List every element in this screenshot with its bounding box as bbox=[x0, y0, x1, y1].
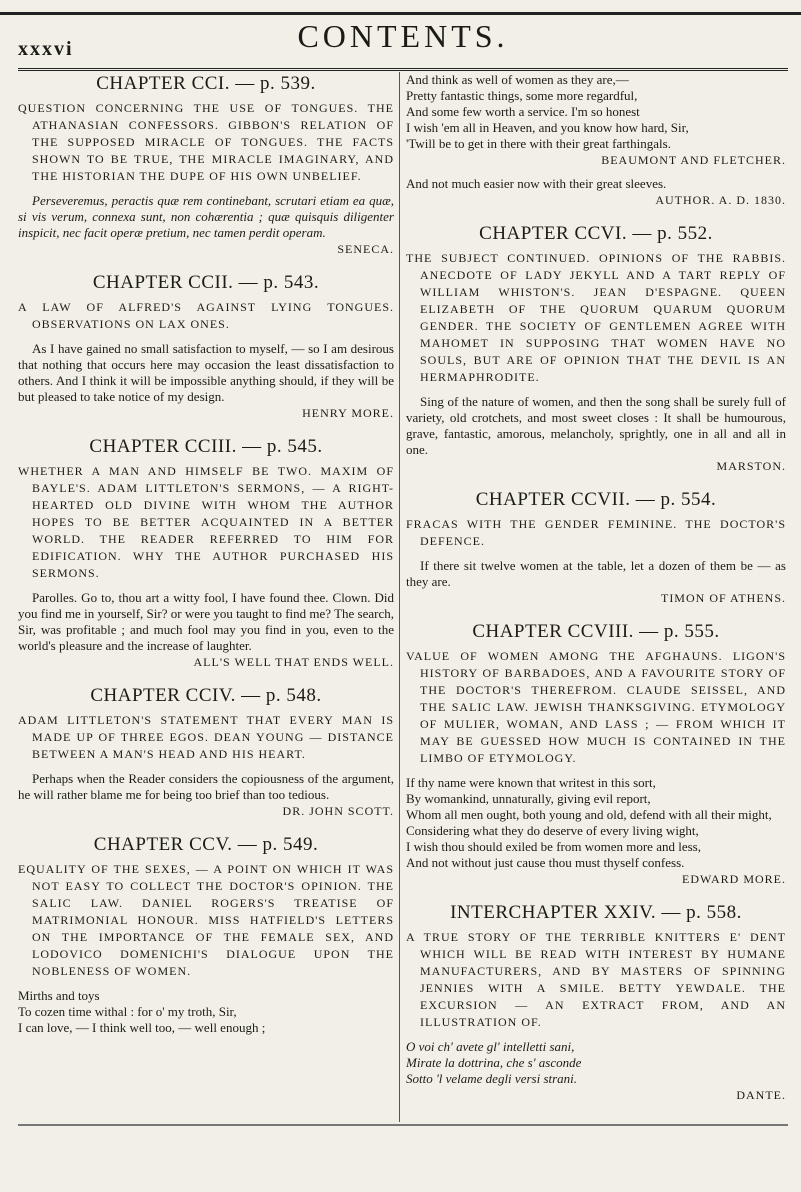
verse-line: If thy name were known that writest in this sort, bbox=[406, 775, 656, 790]
verse-line: Mirths and toys bbox=[18, 988, 100, 1003]
chapter-heading: CHAPTER CCVI. — p. 552. bbox=[479, 223, 713, 244]
epigraph-attribution: AUTHOR. A. D. 1830. bbox=[655, 193, 786, 207]
verse-line: By womankind, unnaturally, giving evil report, bbox=[406, 791, 651, 806]
chapter-heading: CHAPTER CCIV. — p. 548. bbox=[90, 685, 322, 706]
epigraph-attribution: TIMON OF ATHENS. bbox=[660, 591, 786, 605]
epigraph: If there sit twelve women at the table, let a dozen of them be — as they are. bbox=[406, 558, 786, 589]
right-column bbox=[406, 72, 786, 1122]
running-title: CONTENTS. bbox=[297, 18, 509, 54]
verse-line: Considering what they do deserve of every living wight, bbox=[406, 823, 699, 838]
page-number: xxxvi bbox=[18, 38, 74, 60]
chapter-section bbox=[406, 620, 786, 887]
chapter-summary: EQUALITY OF THE SEXES, — A POINT ON WHICH IT WAS NOT EASY TO COLLECT THE DOCTOR'S OPINION. THE SALIC LAW. DANIEL ROGERS'S TREATISE OF MATRIMONIAL HONOUR. MISS HATFIELD'S LETTERS ON THE IMPORTANCE OF THE FEMALE SEX, AND LODOVICO DOMENICHI'S DIALOGUE UPON THE NOBLENESS OF WOMEN. bbox=[18, 862, 394, 978]
chapter-section bbox=[406, 222, 786, 474]
bottom-rule bbox=[18, 1124, 788, 1126]
verse-line: Whom all men ought, both young and old, defend with all their might, bbox=[406, 807, 772, 822]
epigraph-verse bbox=[406, 176, 786, 192]
chapter-heading: CHAPTER CCVII. — p. 554. bbox=[475, 489, 717, 510]
page-header bbox=[18, 16, 788, 71]
verse-line: To cozen time withal : for o' my troth, Sir, bbox=[18, 1004, 237, 1019]
epigraph: Perhaps when the Reader considers the copiousness of the argument, he will rather blame me for being too brief than too tedious. bbox=[18, 771, 394, 802]
epigraph-attribution: MARSTON. bbox=[716, 459, 786, 473]
chapter-heading: CHAPTER CCIII. — p. 545. bbox=[89, 436, 323, 457]
verse-line: Sotto 'l velame degli versi strani. bbox=[406, 1071, 578, 1086]
chapter-heading: CHAPTER CCI. — p. 539. bbox=[96, 73, 316, 94]
verse-line: And some few worth a service. I'm so honest bbox=[406, 104, 640, 119]
epigraph: As I have gained no small satisfaction to myself, — so I am desirous that nothing that occurs here may occasion the least dissatisfaction to others. And I think it will be impossible anything should, if they will be but pleased to take notice of my design. bbox=[18, 341, 394, 404]
verse-line: I wish 'em all in Heaven, and you know how hard, Sir, bbox=[406, 120, 689, 135]
verse-line: Pretty fantastic things, some more regardful, bbox=[406, 88, 638, 103]
epigraph-attribution: BEAUMONT AND FLETCHER. bbox=[601, 153, 786, 167]
epigraph: Parolles. Go to, thou art a witty fool, I have found thee. Clown. Did you find me in yourself, Sir? or were you taught to find me? The search, Sir, was profitable ; and much fool may you find in you, even to the world's pleasure and the increase of laughter. bbox=[18, 590, 394, 653]
epigraph-verse bbox=[406, 1039, 786, 1087]
chapter-summary: QUESTION CONCERNING THE USE OF TONGUES. THE ATHANASIAN CONFESSORS. GIBBON'S RELATION OF THE SUPPOSED MIRACLE OF TONGUES. THE FACTS SHOWN TO BE TRUE, THE MIRACLE IMAGINARY, AND THE HISTORIAN THE DUPE OF HIS OWN UNBELIEF. bbox=[18, 101, 394, 183]
epigraph-verse bbox=[406, 72, 786, 152]
chapter-summary: A LAW OF ALFRED'S AGAINST LYING TONGUES. OBSERVATIONS ON LAX ONES. bbox=[18, 300, 394, 331]
verse-line: 'Twill be to get in there with their great farthingals. bbox=[406, 136, 671, 151]
chapter-summary: THE SUBJECT CONTINUED. OPINIONS OF THE RABBIS. ANECDOTE OF LADY JEKYLL AND A TART REPLY OF WILLIAM WHISTON'S. JEAN D'ESPAGNE. QUEEN ELIZABETH OF THE QUORUM QUARUM QUORUM GENDER. THE SOCIETY OF GENTLEMEN AGREE WITH MAHOMET IN SUPPOSING THAT WOMEN HAVE NO SOULS, BUT ARE OF OPINION THAT THE DEVIL IS AN HERMAPHRODITE. bbox=[406, 251, 786, 384]
chapter-section bbox=[18, 271, 394, 421]
chapter-heading: CHAPTER CCII. — p. 543. bbox=[92, 272, 320, 293]
verse-line: I can love, — I think well too, — well enough ; bbox=[18, 1020, 266, 1035]
top-border bbox=[0, 12, 801, 15]
verse-line: I wish thou should exiled be from women more and less, bbox=[406, 839, 701, 854]
epigraph-attribution: SENECA. bbox=[337, 242, 394, 256]
chapter-section bbox=[18, 684, 394, 819]
chapter-section bbox=[406, 488, 786, 606]
epigraph-attribution: EDWARD MORE. bbox=[682, 872, 786, 886]
epigraph-verse bbox=[18, 988, 394, 1036]
verse-line: Mirate la dottrina, che s' asconde bbox=[406, 1055, 582, 1070]
chapter-summary: VALUE OF WOMEN AMONG THE AFGHAUNS. LIGON'S HISTORY OF BARBADOES, AND A FAVOURITE STORY OF THE DOCTOR'S THEREFROM. CLAUDE SEISSEL, AND THE SALIC LAW. JEWISH THANKSGIVING. ETYMOLOGY OF MULIER, WOMAN, AND LASS ; — FROM WHICH IT MAY BE GUESSED HOW MUCH IS CONTAINED IN THE LIMBO OF ETYMOLOGY. bbox=[406, 649, 786, 765]
column-divider bbox=[399, 72, 400, 1122]
chapter-heading: CHAPTER CCV. — p. 549. bbox=[93, 834, 319, 855]
verse-line: And not much easier now with their great sleeves. bbox=[406, 176, 667, 191]
chapter-summary: WHETHER A MAN AND HIMSELF BE TWO. MAXIM OF BAYLE'S. ADAM LITTLETON'S SERMONS, — A RIGHT-HEARTED OLD DIVINE WITH WHOM THE AUTHOR HOPES TO BE BETTER ACQUAINTED IN A BETTER WORLD. THE READER REFERRED TO HIM FOR EDIFICATION. WHY THE AUTHOR PURCHASED HIS SERMONS. bbox=[18, 464, 394, 580]
chapter-section bbox=[406, 901, 786, 1103]
epigraph: Perseveremus, peractis quæ rem continebant, scrutari etiam ea quæ, si vis verum, connexa sunt, non cohærentia ; quæ quisquis diligenter inspicit, nec facit operæ pretium, nec tamen perdit operam. bbox=[18, 193, 394, 240]
chapter-heading: CHAPTER CCVIII. — p. 555. bbox=[472, 621, 720, 642]
chapter-summary: ADAM LITTLETON'S STATEMENT THAT EVERY MAN IS MADE UP OF THREE EGOS. DEAN YOUNG — DISTANCE BETWEEN A MAN'S HEAD AND HIS HEART. bbox=[18, 713, 394, 761]
verse-continuation bbox=[406, 72, 786, 208]
epigraph: Sing of the nature of women, and then the song shall be surely full of variety, old crotchets, and most sweet closes : It shall be humourous, grave, fantastic, amorous, melancholy, sprightly, one in all and all in one. bbox=[406, 394, 786, 457]
epigraph-attribution: HENRY MORE. bbox=[302, 406, 394, 420]
left-column bbox=[18, 72, 394, 1122]
chapter-section bbox=[18, 72, 394, 257]
epigraph-attribution: ALL'S WELL THAT ENDS WELL. bbox=[193, 655, 394, 669]
chapter-summary: A TRUE STORY OF THE TERRIBLE KNITTERS E' DENT WHICH WILL BE READ WITH INTEREST BY HUMANE MANUFACTURERS, AND BY MASTERS OF SPINNING JENNIES WITH A SMILE. BETTY YEWDALE. THE EXCURSION — AN EXTRACT FROM, AND AN ILLUSTRATION OF. bbox=[406, 930, 786, 1029]
chapter-summary: FRACAS WITH THE GENDER FEMININE. THE DOCTOR'S DEFENCE. bbox=[406, 517, 786, 548]
verse-line: And think as well of women as they are,— bbox=[406, 72, 629, 87]
chapter-section bbox=[18, 833, 394, 1036]
epigraph-verse bbox=[406, 775, 786, 871]
epigraph-attribution: DR. JOHN SCOTT. bbox=[282, 804, 394, 818]
epigraph-attribution: DANTE. bbox=[736, 1088, 786, 1102]
verse-line: O voi ch' avete gl' intelletti sani, bbox=[406, 1039, 575, 1054]
chapter-section bbox=[18, 435, 394, 670]
chapter-heading: INTERCHAPTER XXIV. — p. 558. bbox=[450, 902, 742, 923]
verse-line: And not without just cause thou must thyself confess. bbox=[406, 855, 685, 870]
